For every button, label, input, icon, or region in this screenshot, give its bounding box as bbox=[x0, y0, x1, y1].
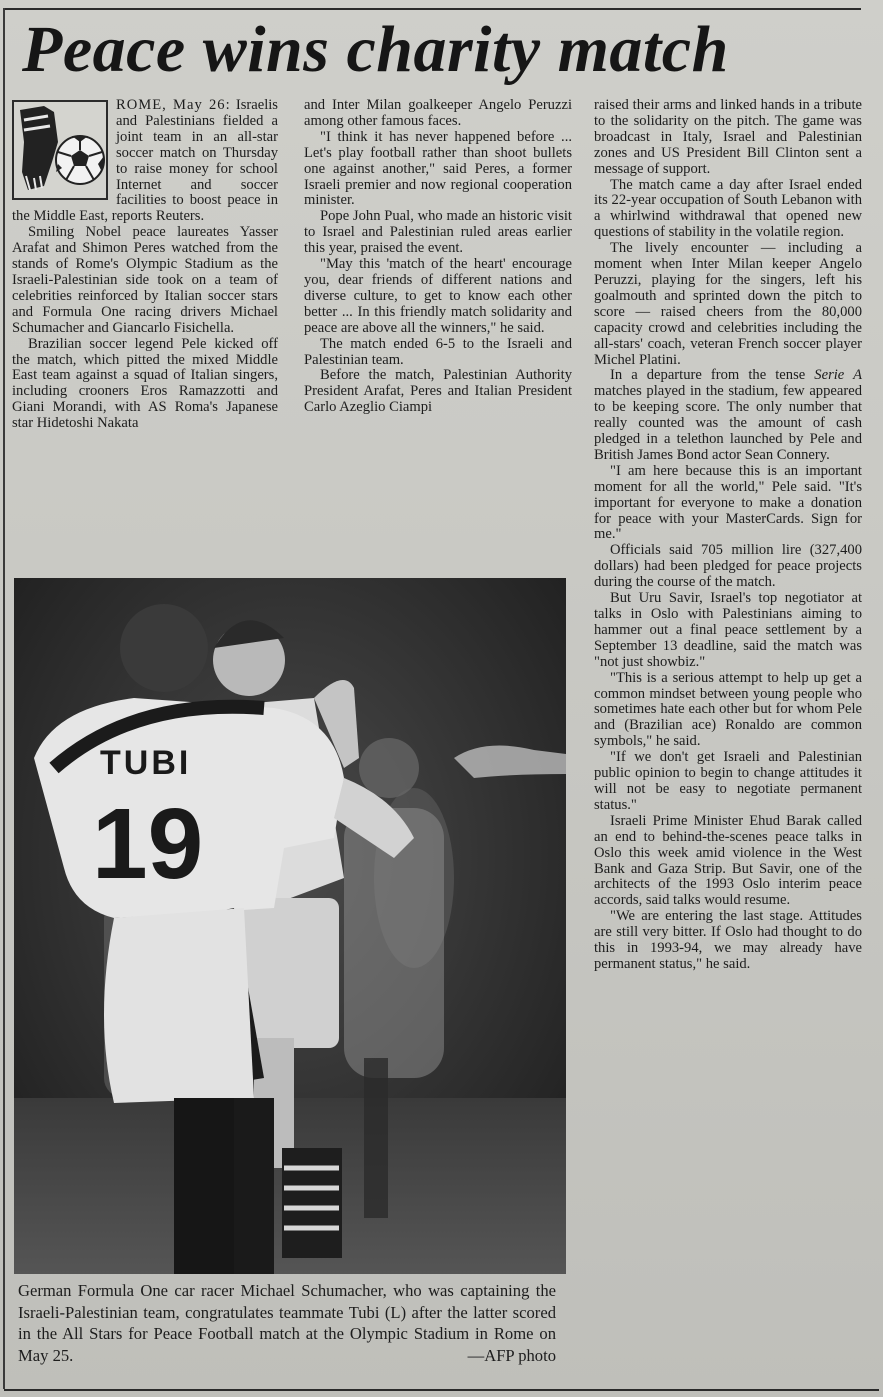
photo-caption bbox=[18, 1280, 556, 1366]
paragraph: "This is a serious attempt to help up get a common mindset between young people who sometimes hate each other but for whom Pele and (Brazilian ace) Ronaldo are common symbols," he said. bbox=[594, 669, 862, 750]
article-column-2 bbox=[304, 98, 572, 574]
paragraph bbox=[594, 368, 862, 463]
paragraph: Smiling Nobel peace laureates Yasser Arafat and Shimon Peres watched from the stands of Rome's Olympic Stadium as the Israeli-Palestinian side took on a team of celebrities reinforced by Italian soccer stars and Formula One racing drivers Michael Schumacher and Giancarlo Fisichella. bbox=[12, 224, 278, 336]
paragraph: The lively encounter — including a moment when Inter Milan keeper Angelo Peruzzi, playing for the singers, left his goalmouth and sprinted down the pitch to score — raised cheers from the 80,000 capacity crowd and celebrities including the all-stars' coach, veteran French soccer player Michel Platini. bbox=[594, 240, 862, 368]
jersey-number: 19 bbox=[92, 788, 204, 900]
paragraph-text: matches played in the stadium, few appeared to be keeping score. The only number that really counted was the amount of cash pledged in a telethon launched by Pele and British James Bond actor Sean Connery. bbox=[594, 383, 862, 463]
dateline: ROME, May 26: bbox=[116, 97, 231, 113]
paragraph: The match came a day after Israel ended its 22-year occupation of South Lebanon with a whirlwind withdrawal that opened new questions of stability in the volatile region. bbox=[594, 176, 862, 241]
jersey-name: TUBI bbox=[100, 744, 192, 782]
paragraph: "We are entering the last stage. Attitudes are still very bitter. If Oslo had thought to do this in 1993-94, we may already have permanent status," he said. bbox=[594, 908, 862, 972]
lead-paragraph: Israelis and Palestinians fielded a joint team in an all-star soccer match on Thursday to raise money for school Internet and soccer facilities to boost peace in the Middle East, reports Reuters. bbox=[12, 97, 278, 225]
left-rule bbox=[3, 8, 5, 1389]
paragraph: "If we don't get Israeli and Palestinian public opinion to begin to change attitudes it will not be easy to negotiate permanent status." bbox=[594, 749, 862, 813]
paragraph: But Uru Savir, Israel's top negotiator at talks in Oslo with Palestinians aiming to hammer out a final peace settlement by a September 13 deadline, said the match was "not just showbiz." bbox=[594, 590, 862, 670]
article-column-3 bbox=[594, 98, 862, 1390]
paragraph: "May this 'match of the heart' encourage you, dear friends of different nations and diverse culture, to get to know each other better ... In this friendly match solidarity and peace are above all the winners," he said. bbox=[304, 256, 572, 336]
photo-credit: —AFP photo bbox=[467, 1345, 556, 1365]
soccer-ball-and-boot-icon bbox=[12, 100, 108, 200]
article-column-1 bbox=[12, 98, 278, 574]
paragraph: Israeli Prime Minister Ehud Barak called an end to behind-the-scenes peace talks in Oslo this week amid violence in the West Bank and Gaza Strip. But Savir, one of the architects of the 1993 Oslo interim peace accords, said talks would resume. bbox=[594, 812, 862, 909]
paragraph: The match ended 6-5 to the Israeli and Palestinian team. bbox=[304, 335, 572, 368]
news-photo bbox=[14, 578, 566, 1274]
caption-text: German Formula One car racer Michael Schumacher, who was captaining the Israeli-Palestinian team, congratulates teammate Tubi (L) after the latter scored in the All Stars for Peace Football match at the Olympic Stadium in Rome on May 25. bbox=[18, 1281, 556, 1365]
paragraph-text: In a departure from the tense bbox=[610, 367, 815, 384]
paragraph: "I am here because this is an important moment for all the world," Pele said. "It's important for everyone to make a donation for peace with your MasterCards. Sign for me." bbox=[594, 462, 862, 543]
headline: Peace wins charity match bbox=[22, 13, 729, 86]
paragraph: "I think it has never happened before ... Let's play football rather than shoot bullets one against another," said Peres, a former Israeli premier and now regional cooperation minister. bbox=[304, 128, 572, 209]
paragraph: Officials said 705 million lire (327,400 dollars) had been pledged for peace projects during the course of the match. bbox=[594, 542, 862, 591]
paragraph: Brazilian soccer legend Pele kicked off the match, which pitted the mixed Middle East team against a squad of Italian singers, including crooners Eros Ramazzotti and Giani Morandi, with AS Roma's Japanese star Hidetoshi Nakata bbox=[12, 335, 278, 432]
paragraph: and Inter Milan goalkeeper Angelo Peruzzi among other famous faces. bbox=[304, 97, 572, 129]
paragraph: Pope John Pual, who made an historic visit to Israel and Palestinian ruled areas earlier this year, praised the event. bbox=[304, 208, 572, 257]
paragraph: Before the match, Palestinian Authority President Arafat, Peres and Italian President Carlo Azeglio Ciampi bbox=[304, 367, 572, 416]
paragraph: raised their arms and linked hands in a tribute to the solidarity on the pitch. The game was broadcast in Italy, Israel and Palestinian zones and US President Bill Clinton sent a message of support. bbox=[594, 97, 862, 177]
italic-term: Serie A bbox=[814, 367, 862, 384]
